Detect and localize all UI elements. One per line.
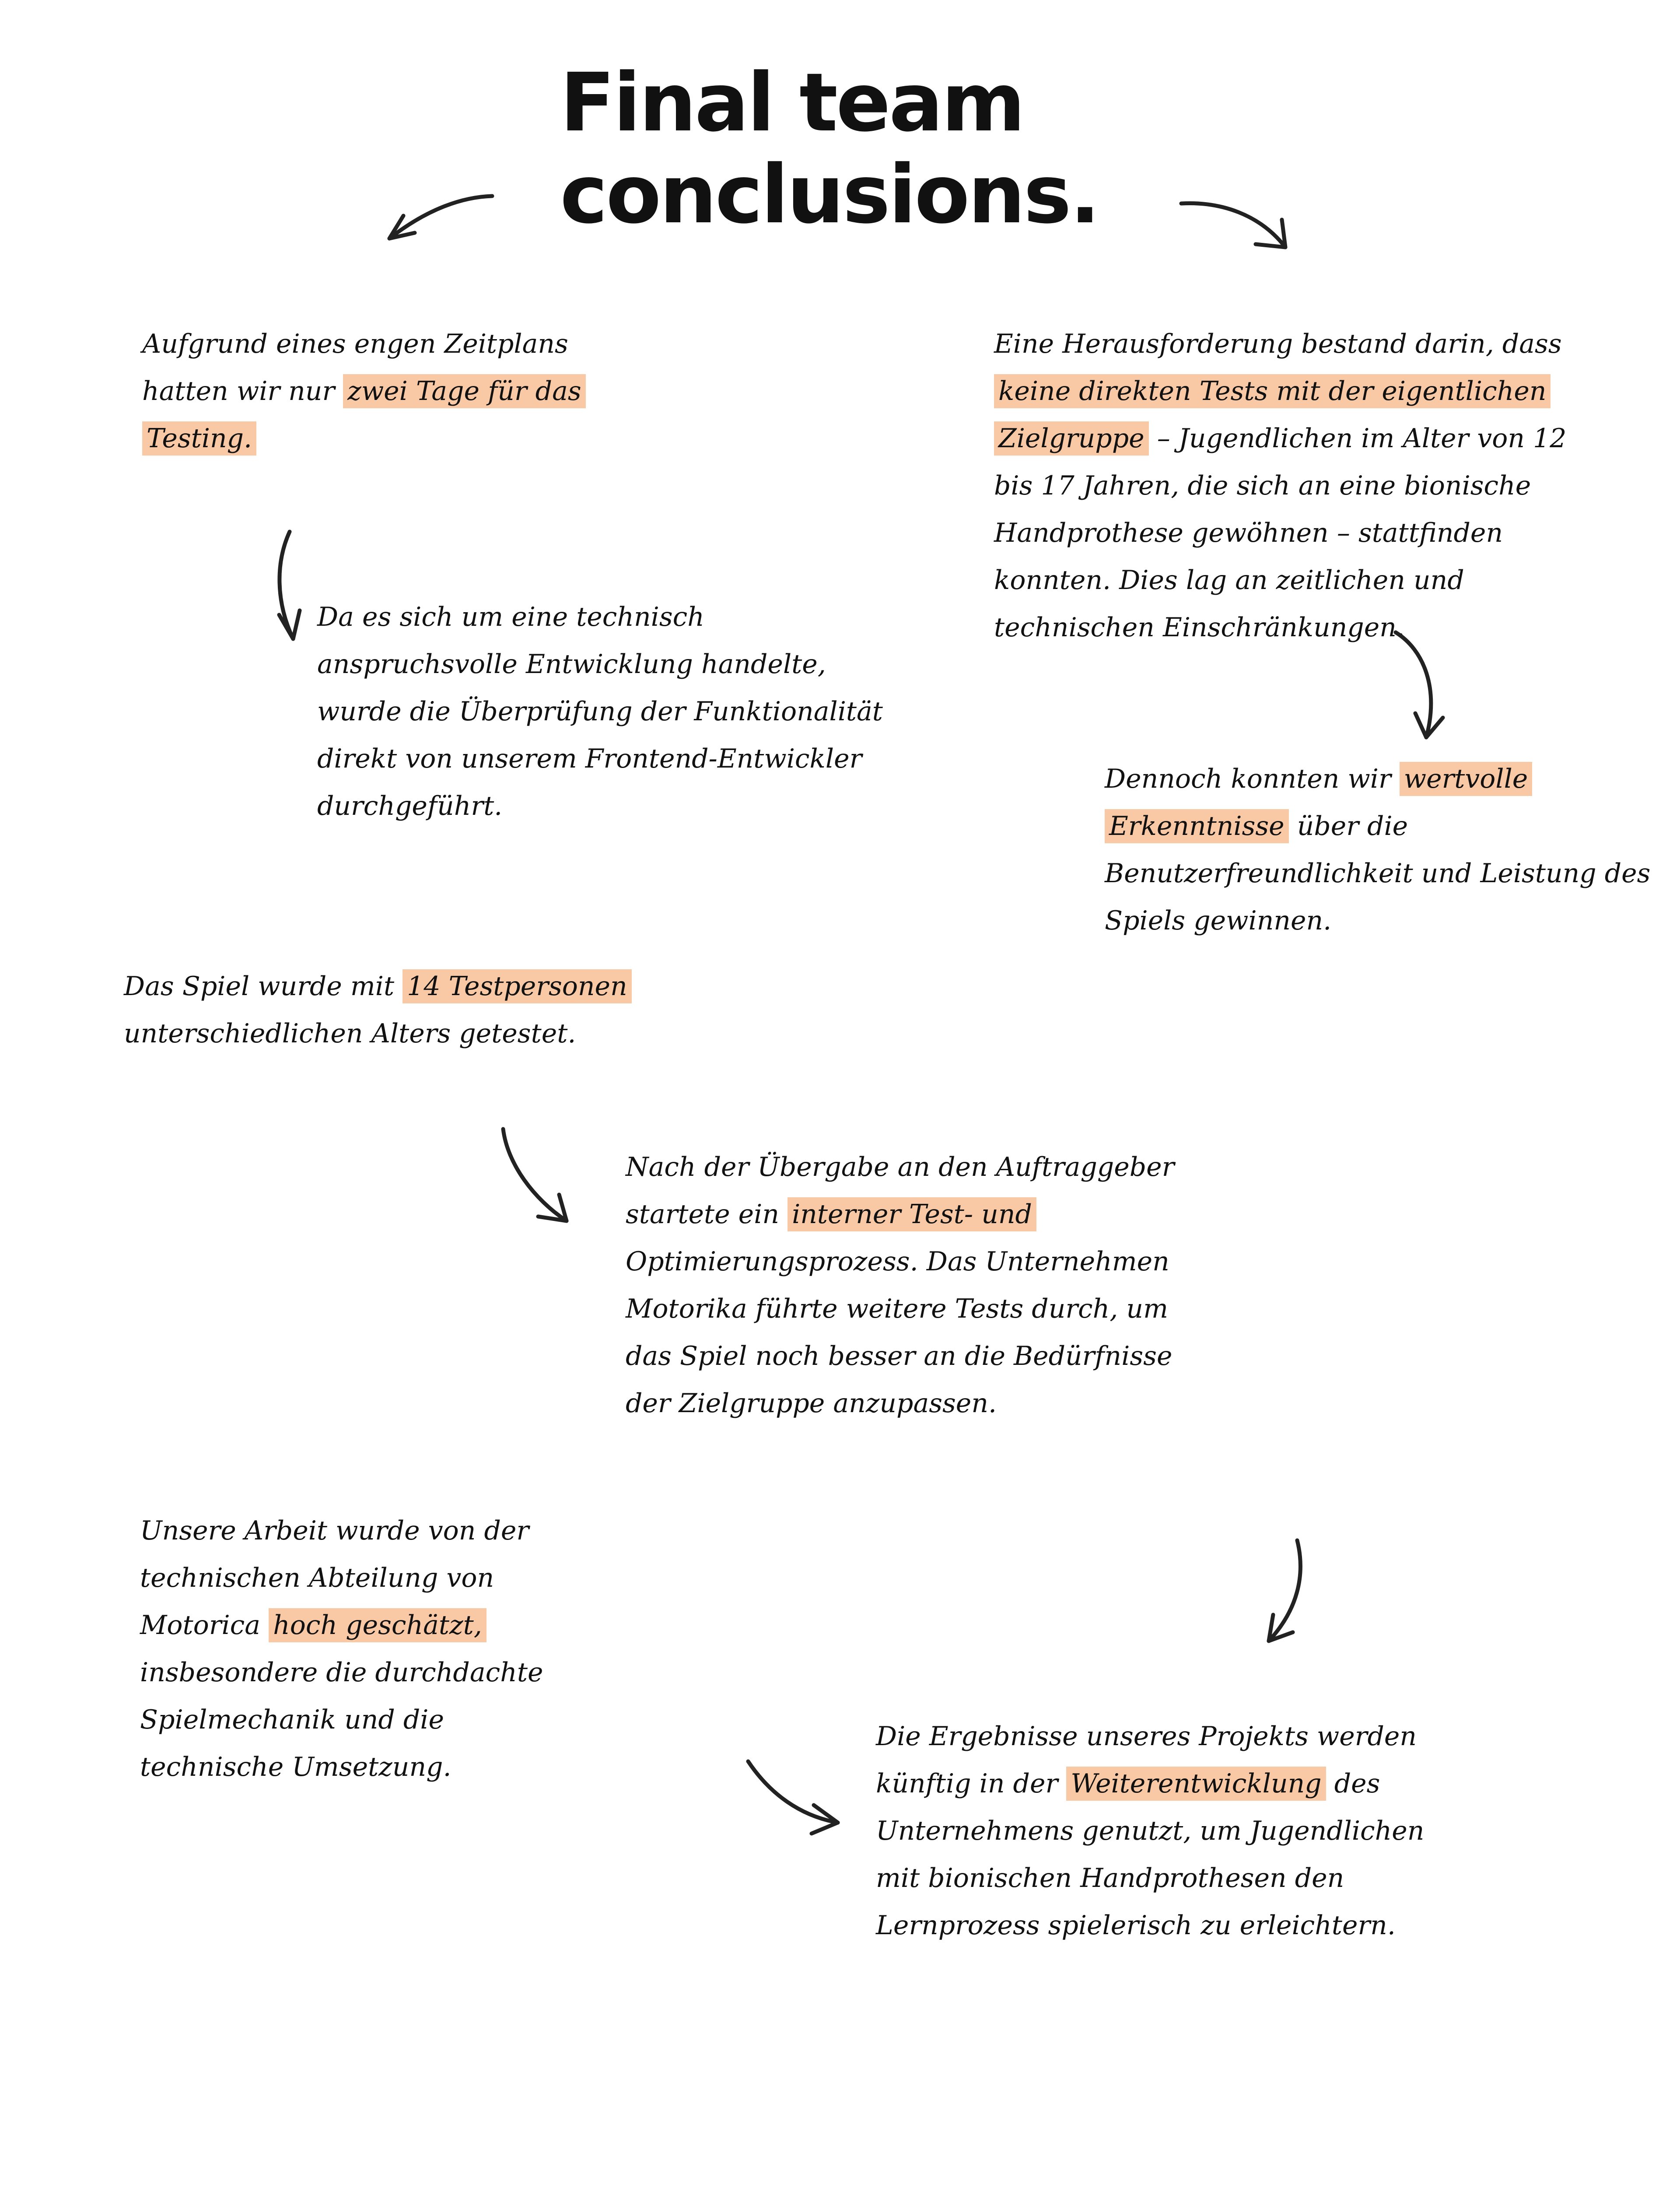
note-text: des xyxy=(1326,1768,1380,1799)
highlighted-text: keine direkten Tests mit der eigentlichen xyxy=(994,374,1550,408)
note-line xyxy=(994,604,1566,651)
note-line xyxy=(140,1696,543,1743)
note-line xyxy=(1105,850,1650,897)
note-text: Nach der Übergabe an den Auftraggeber xyxy=(626,1152,1175,1182)
note-text: durchgeführt. xyxy=(317,791,503,821)
note-text: mit bionischen Handprothesen den xyxy=(876,1863,1344,1893)
note-text: Dennoch konnten wir xyxy=(1105,764,1400,794)
highlighted-text: Weiterentwicklung xyxy=(1066,1767,1326,1801)
highlighted-text: interner Test- und xyxy=(788,1197,1036,1231)
note-text: Benutzerfreundlichkeit und Leistung des xyxy=(1105,858,1651,889)
note-text: Handprothese gewöhnen – stattfinden xyxy=(994,518,1503,548)
note-text: Aufgrund eines engen Zeitplans xyxy=(142,329,568,359)
arrow-icon xyxy=(735,1750,853,1842)
note-line xyxy=(994,509,1566,557)
note-line xyxy=(876,1855,1424,1902)
note-line xyxy=(142,368,586,415)
note-line xyxy=(994,320,1566,368)
note-line xyxy=(317,593,883,641)
note-line xyxy=(626,1143,1174,1191)
arrow-icon xyxy=(1172,193,1299,263)
highlighted-text: wertvolle xyxy=(1400,762,1533,796)
note-line xyxy=(626,1191,1174,1238)
highlighted-text: Zielgruppe xyxy=(994,421,1149,456)
note-text: Unternehmens genutzt, um Jugendlichen xyxy=(876,1816,1424,1846)
note-text: Motorica xyxy=(140,1610,269,1641)
note-line xyxy=(626,1332,1174,1380)
page-title-line-2: conclusions. xyxy=(560,148,1099,242)
arrow-icon xyxy=(262,523,332,654)
highlighted-text: zwei Tage für das xyxy=(343,374,585,408)
note-line xyxy=(317,782,883,830)
note-line xyxy=(140,1554,543,1602)
note-text: das Spiel noch besser an die Bedürfnisse xyxy=(626,1341,1172,1371)
note-text: Die Ergebnisse unseres Projekts werden xyxy=(876,1721,1417,1752)
note-text: Motorika führte weitere Tests durch, um xyxy=(626,1294,1168,1324)
note-text: künftig in der xyxy=(876,1768,1067,1799)
note-text: anspruchsvolle Entwicklung handelte, xyxy=(317,649,826,680)
note-text: direkt von unserem Frontend-Entwickler xyxy=(317,743,862,774)
note-line xyxy=(994,557,1566,604)
note-line xyxy=(1105,755,1650,803)
highlighted-text: 14 Testpersonen xyxy=(402,969,632,1003)
arrow-icon xyxy=(376,184,503,254)
note-text: technischen Abteilung von xyxy=(140,1563,494,1593)
note-text: hatten wir nur xyxy=(142,376,343,407)
note-line xyxy=(876,1902,1424,1949)
note-line xyxy=(124,963,632,1010)
note-text: der Zielgruppe anzupassen. xyxy=(626,1388,997,1419)
note-line xyxy=(142,415,586,462)
note-text: Lernprozess spielerisch zu erleichtern. xyxy=(876,1910,1396,1941)
note-text: Eine Herausforderung bestand darin, dass xyxy=(994,329,1562,359)
note-text: – Jugendlichen im Alter von 12 xyxy=(1148,423,1567,454)
note-valuable-insights xyxy=(1105,755,1650,944)
note-text: Unsere Arbeit wurde von der xyxy=(140,1515,529,1546)
note-line xyxy=(142,320,586,368)
note-appreciation xyxy=(140,1507,543,1791)
note-line xyxy=(317,735,883,782)
note-text: technische Umsetzung. xyxy=(140,1752,452,1782)
arrow-icon xyxy=(1249,1532,1319,1659)
note-line xyxy=(140,1649,543,1696)
note-line xyxy=(140,1743,543,1791)
note-line xyxy=(140,1507,543,1554)
note-line xyxy=(124,1010,632,1057)
note-line xyxy=(317,688,883,735)
note-text: wurde die Überprüfung der Funktionalität xyxy=(317,696,883,727)
note-line xyxy=(626,1238,1174,1285)
note-text: Da es sich um eine technisch xyxy=(317,602,704,632)
note-text: Das Spiel wurde mit xyxy=(124,971,403,1002)
note-line xyxy=(1105,803,1650,850)
note-text: startete ein xyxy=(626,1199,788,1230)
note-timeline xyxy=(142,320,586,462)
note-line xyxy=(876,1807,1424,1855)
note-target-group-challenge xyxy=(994,320,1566,651)
note-text: insbesondere die durchdachte xyxy=(140,1657,543,1688)
note-line xyxy=(876,1760,1424,1807)
highlighted-text: hoch geschätzt, xyxy=(269,1608,486,1642)
note-line xyxy=(317,641,883,688)
note-text: bis 17 Jahren, die sich an eine bionische xyxy=(994,470,1531,501)
note-text: konnten. Dies lag an zeitlichen und xyxy=(994,565,1464,596)
note-text: technischen Einschränkungen. xyxy=(994,612,1405,643)
highlighted-text: Testing. xyxy=(142,421,256,456)
note-line xyxy=(876,1713,1424,1760)
page-title-line-1: Final team xyxy=(560,56,1024,150)
note-text: über die xyxy=(1288,811,1408,842)
note-test-persons xyxy=(124,963,632,1057)
arrow-icon xyxy=(1382,624,1452,755)
note-text: Optimierungsprozess. Das Unternehmen xyxy=(626,1246,1169,1277)
note-text: Spielmechanik und die xyxy=(140,1704,444,1735)
page-title xyxy=(560,57,1216,241)
note-text: unterschiedlichen Alters getestet. xyxy=(124,1018,576,1049)
highlighted-text: Erkenntnisse xyxy=(1105,809,1289,843)
note-line xyxy=(994,415,1566,462)
note-text: Spiels gewinnen. xyxy=(1105,905,1332,936)
arrow-icon xyxy=(490,1120,591,1234)
note-line xyxy=(626,1380,1174,1427)
note-internal-testing xyxy=(626,1143,1174,1427)
note-line xyxy=(994,368,1566,415)
note-line xyxy=(626,1285,1174,1332)
note-line xyxy=(994,462,1566,509)
note-further-development xyxy=(876,1713,1424,1949)
note-line xyxy=(1105,897,1650,944)
note-functionality-check xyxy=(317,593,883,830)
note-line xyxy=(140,1602,543,1649)
